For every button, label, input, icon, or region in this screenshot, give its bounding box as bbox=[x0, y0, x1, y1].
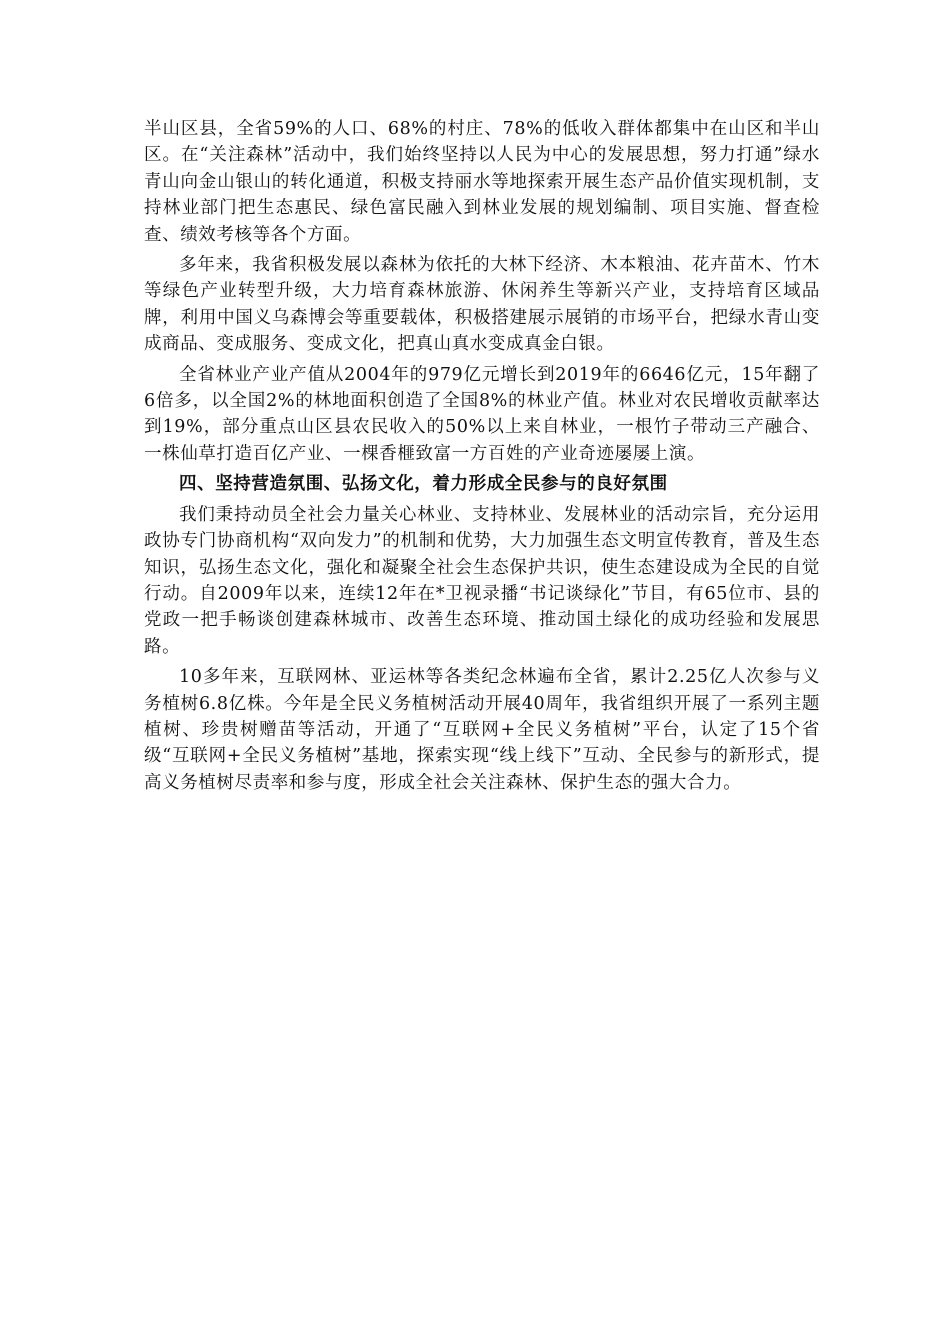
paragraph-continuation: 半山区县，全省59%的人口、68%的村庄、78%的低收入群体都集中在山区和半山区。在“关注森林”活动中，我们始终坚持以人民为中心的发展思想，努力打通”绿水青山向金山银山的转化通道，积极支持丽水等地探索开展生态产品价值实现机制，支持林业部门把生态惠民、绿色富民融入到林业发展的规划编制、项目实施、督查检查、绩效考核等各个方面。 bbox=[144, 119, 820, 245]
paragraph-publicity: 我们秉持动员全社会力量关心林业、支持林业、发展林业的活动宗旨，充分运用政协专门协商机构“双向发力”的机制和优势，大力加强生态文明宣传教育，普及生态知识，弘扬生态文化，强化和凝聚全社会生态保护共识，使生态建设成为全民的自觉行动。自2009年以来，连续12年在*卫视录播“书记谈绿化”节目，有65位市、县的党政一把手畅谈创建森林城市、改善生态环境、推动国土绿化的成功经验和发展思路。 bbox=[144, 504, 820, 657]
paragraph-industry-output: 全省林业产业产值从2004年的979亿元增长到2019年的6646亿元，15年翻了6倍多，以全国2%的林地面积创造了全国8%的林业产值。林业对农民增收贡献率达到19%，部分重点山区县农民收入的50%以上来自林业，一根竹子带动三产融合、一株仙草打造百亿产业、一棵香榧致富一方百姓的产业奇迹屡屡上演。 bbox=[144, 364, 820, 464]
paragraph-tree-planting: 10多年来，互联网林、亚运林等各类纪念林遍布全省，累计2.25亿人次参与义务植树6.8亿株。今年是全民义务植树活动开展40周年，我省组织开展了一系列主题植树、珍贵树赠苗等活动，开通了“互联网+全民义务植树”平台，认定了15个省级“互联网+全民义务植树”基地，探索实现“线上线下”互动、全民参与的新形式，提高义务植树尽责率和参与度，形成全社会关注森林、保护生态的强大合力。 bbox=[144, 667, 820, 793]
section-heading-four: 四、坚持营造氛围、弘扬文化，着力形成全民参与的良好氛围 bbox=[179, 474, 668, 495]
document-body bbox=[144, 116, 820, 800]
paragraph-forest-economy: 多年来，我省积极发展以森林为依托的大林下经济、木本粮油、花卉苗木、竹木等绿色产业转型升级，大力培育森林旅游、休闲养生等新兴产业，支持培育区域品牌，利用中国义乌森博会等重要载体，积极搭建展示展销的市场平台，把绿水青山变成商品、变成服务、变成文化，把真山真水变成真金白银。 bbox=[144, 255, 820, 355]
